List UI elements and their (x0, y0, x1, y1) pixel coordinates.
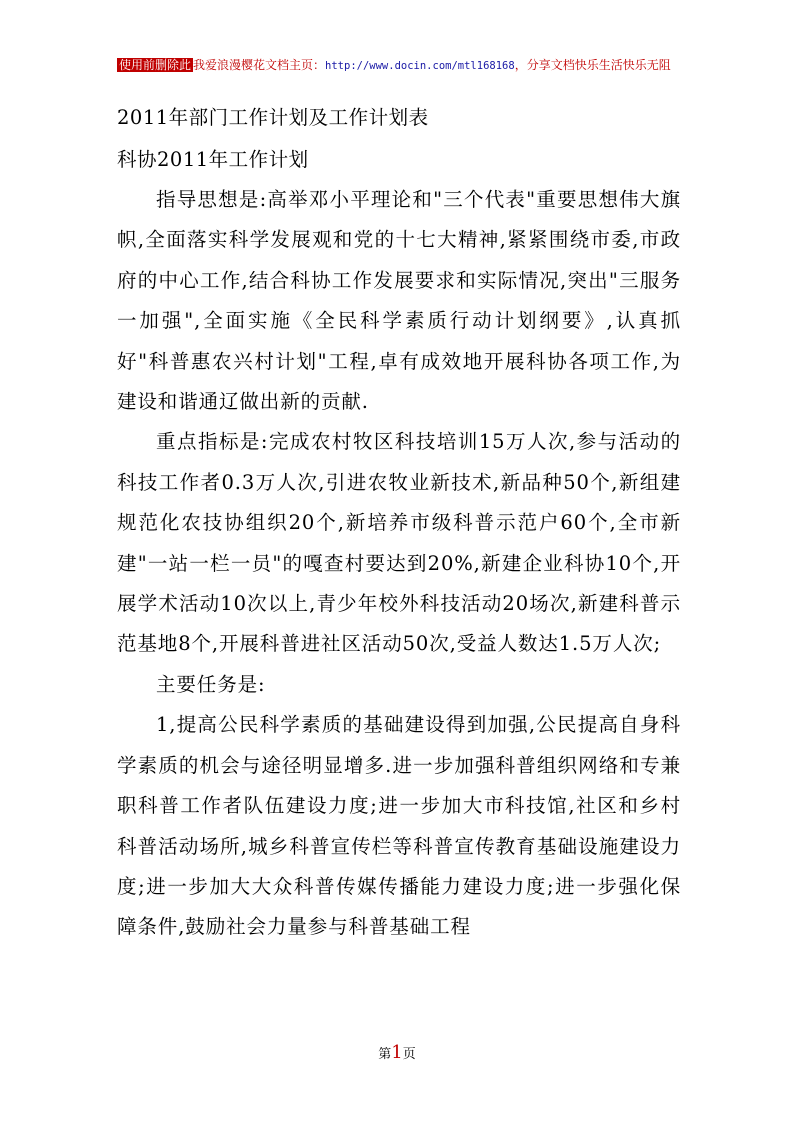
paragraph-key-indicators: 重点指标是:完成农村牧区科技培训15万人次,参与活动的科技工作者0.3万人次,引进农牧业新技术,新品种50个,新组建规范化农技协组织20个,新培养市级科普示范户60个,全市新建"一站一栏一员"的嘎查村要达到20%,新建企业科协10个,开展学术活动10次以上,青少年校外科技活动20场次,新建科普示范基地8个,开展科普进社区活动50次,受益人数达1.5万人次; (117, 430, 681, 656)
footer-suffix: 页 (402, 1047, 416, 1062)
document-subtitle: 科协2011年工作计划 (117, 148, 309, 171)
paragraph-task-1: 1,提高公民科学素质的基础建设得到加强,公民提高自身科学素质的机会与途径明显增多.进一步加强科普组织网络和专兼职科普工作者队伍建设力度;进一步加大市科技馆,社区和乡村科普活动场所,城乡科普宣传栏等科普宣传教育基础设施建设力度;进一步加大大众科普传媒传播能力建设力度;进一步强化保障条件,鼓励社会力量参与科普基础工程 (117, 713, 681, 939)
header-tagline: ，分享文档快乐生活快乐无阻 (514, 58, 671, 72)
paragraph-guiding-ideology: 指导思想是:高举邓小平理论和"三个代表"重要思想伟大旗帜,全面落实科学发展观和党的十七大精神,紧紧围绕市委,市政府的中心工作,结合科协工作发展要求和实际情况,突出"三服务一加强",全面实施《全民科学素质行动计划纲要》,认真抓好"科普惠农兴村计划"工程,卓有成效地开展科协各项工作,为建设和谐通辽做出新的贡献. (117, 188, 681, 414)
footer-prefix: 第 (378, 1047, 392, 1062)
paragraph-main-tasks-heading: 主要任务是: (156, 672, 266, 696)
page-number: 1 (391, 1042, 403, 1063)
header-badge: 使用前删除此 (119, 58, 192, 72)
document-body (117, 180, 681, 948)
header-url-link[interactable]: http://www.docin.com/mtl168168 (325, 60, 515, 72)
page-footer (0, 1042, 794, 1063)
document-title: 2011年部门工作计划及工作计划表 (117, 106, 429, 129)
header-banner (117, 57, 717, 73)
header-promo: 我爱浪漫樱花文档主页： (193, 58, 326, 72)
